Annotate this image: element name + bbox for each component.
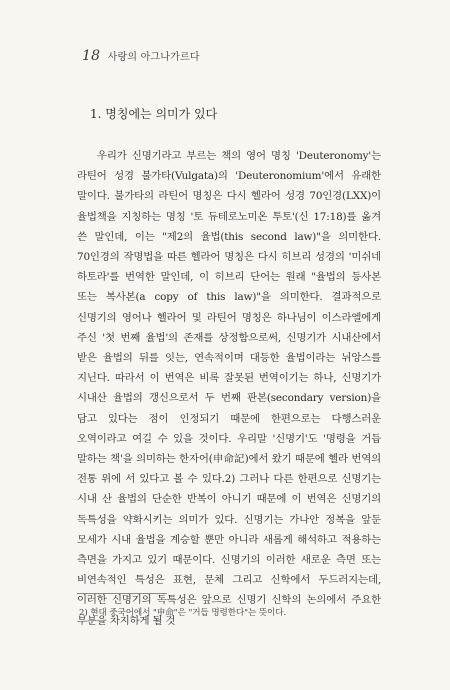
section-heading: 1. 명칭에는 의미가 있다: [90, 107, 218, 121]
running-head-title: 사랑의 아그나가르다: [107, 52, 200, 63]
footnote: 2) 현대 중국어에서 "申命"은 "거듭 명령한다"는 뜻이다.: [79, 608, 287, 618]
running-head: [82, 48, 200, 64]
page-number: 18: [82, 48, 101, 64]
body-paragraph: 우리가 신명기라고 부르는 책의 영어 명칭 'Deuteronomy'는 라틴어 성경 불가타(Vulgata)의 'Deuteronomium'에서 유래한 말이다. 불가타의 라틴어 명칭은 다시 헬라어 성경 70인경(LXX)이 율법책을 지칭하는 명칭 '토 듀테로노미온 투토'(신 17:18)를 옮겨 쓴 말인데, 이는 "제2의 율법(this second law)"을 의미한다. 70인경의 작명법을 따른 헬라어 명칭은 다시 히브리 성경의 '미쉬네 하토라'를 번역한 말인데, 이 히브리 단어는 원래 "율법의 등사본 또는 복사본(a copy of this law)"을 의미한다. 결과적으로 신명기의 영어나 헬라어 및 라틴어 명칭은 하나님이 이스라엘에게 주신 '첫 번째 율법'의 존재를 상정함으로써, 신명기가 시내산에서 받은 율법의 뒤를 잇는, 연속적이며 대등한 율법이라는 뉘앙스를 지닌다. 따라서 이 번역은 비록 잘못된 번역이기는 하나, 신명기가 시내산 율법의 갱신으로서 두 번째 판본(secondary version)을 담고 있다는 점이 인정되기 때문에 한편으로는 다행스러운 오역이라고 여길 수 있을 것이다. 우리말 '신명기'도 '명령을 거듭 말하는 책'을 의미하는 한자어(申命記)에서 왔기 때문에 헬라 번역의 전통 위에 서 있다고 볼 수 있다.2) 그러나 다른 한편으로 신명기는 시내 산 율법의 단순한 반복이 아니기 때문에 이 번역은 신명기의 독특성을 약화시키는 의미가 있다. 신명기는 가나안 정복을 앞둔 모세가 시내 율법을 계승할 뿐만 아니라 새롭게 해석하고 적용하는 측면을 가지고 있기 때문이다. 신명기의 이러한 새로운 측면 또는 비연속적인 특성은 표현, 문체 그리고 신학에서 두드러지는데, 이러한 신명기의 독특성은 앞으로 신명기 신학의 논의에서 주요한 부분을 차지하게 될 것: [77, 150, 381, 627]
footnote-divider: [77, 593, 167, 594]
